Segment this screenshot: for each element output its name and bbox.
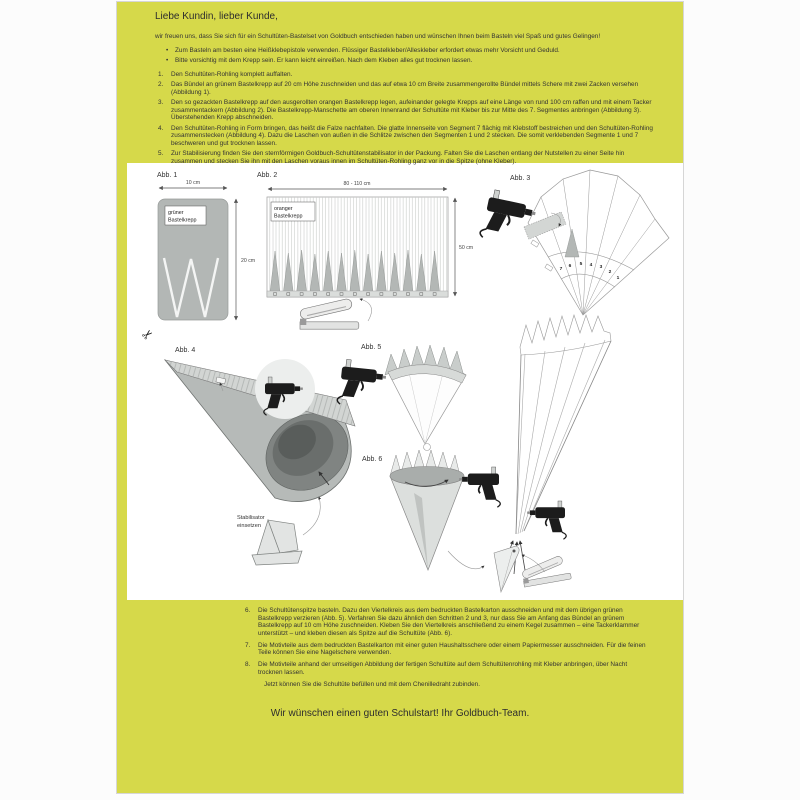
stapler-icon [520, 554, 572, 587]
large-cone-group [503, 315, 611, 574]
abb3-label: Abb. 3 [510, 175, 531, 182]
fill-note: Jetzt können Sie die Schultüte befüllen und mit dem Chenilledraht zubinden. [264, 680, 480, 688]
diagram-abb5 [337, 344, 466, 451]
step-text: Die Motivteile aus dem bedruckten Bastelkarton mit einer guten Haushaltsschere oder einem Papiermesser ausschneiden. Für die feinen Teile können Sie eine Nagelschere verwenden. [258, 641, 646, 657]
scissors-icon: ✂ [138, 325, 157, 344]
step-item [158, 125, 657, 148]
tab-lasche [531, 240, 539, 247]
tab-lasche [545, 264, 553, 271]
bottom-instructions [117, 600, 683, 689]
top-instructions [117, 2, 683, 169]
svg-text:Bastelkrepp: Bastelkrepp [274, 213, 303, 220]
step-item [245, 642, 653, 657]
tip-text: Zum Basteln am besten eine Heißklebepistole verwenden. Flüssiger Bastelkleber/Alleskleber erfordert etwas mehr Vorsicht und Geduld. [175, 46, 560, 54]
step-text: Die Motivteile anhand der umseitigen Abbildung der fertigen Schultüte auf dem Schultütenrohling mit Kleber anbringen, über Nacht trocknen lassen. [258, 661, 628, 676]
step-text: Die Schultütenspitze basteln. Dazu den Viertelkreis aus dem bedruckten Bastelkarton ausschneiden und mit dem übrigen grünen Bastelkrepp verzieren (Abb. 5). Verfahren Sie dazu ähnlich den Schritten 2 und 3, nur dass Sie am Anfang das Bündel an grünem Bastelkrepp auf 10 cm Höhe zuschneiden. Kleben Sie den Viertelkreis anschließend zu einem Kegel zusammen – eine Tackerklammer unterstützt – und kleben diesen als Spitze auf die Schultüte (Abb. 6). [258, 607, 640, 637]
diagram-abb4 [165, 347, 363, 506]
abb4-label: Abb. 4 [175, 347, 196, 354]
step-text: Den Schultüten-Rohling in Form bringen, das heißt die Falze nachfalten. Die glatte Innenseite von Segment 7 flächig mit Klebstoff bestreichen und den Schultüten-Rohling zusammenstecken (Abbildung 4). Dazu die Laschen von außen in die Schlitze zwischen den Segmenten 1 und 2 stecken. Die somit verklebenden Segmente 1 und 7 beschweren und gut trocknen lassen. [171, 124, 653, 147]
segment-number: 4 [589, 263, 593, 268]
glue-gun-icon [459, 467, 500, 507]
segment-number: 2 [608, 270, 612, 275]
closing-message: Wir wünschen einen guten Schulstart! Ihr Goldbuch-Team. [270, 708, 530, 719]
instruction-sheet [117, 2, 683, 793]
arrow-to-small-cone [448, 551, 484, 569]
step-number: 2. [158, 81, 164, 89]
segment-number: 3 [599, 265, 603, 270]
step-item [158, 71, 657, 79]
diagram-abb1 [139, 172, 256, 344]
step-text: Den Schultüten-Rohling komplett auffalten. [171, 70, 293, 78]
abb1-material-label: grüner [168, 210, 184, 216]
step-text: Das Bündel an grünem Bastelkrepp auf 20 cm Höhe zuschneiden und das auf etwa 10 cm Breite zusammengerollte Bündel mittels Schere mit zwei Zacken versehen (Abbildung 1). [171, 81, 639, 96]
tip-cone-group [494, 546, 571, 592]
svg-text:einsetzen: einsetzen [237, 523, 261, 529]
small-cone [494, 546, 519, 592]
stapler-icon [299, 298, 359, 329]
step-item [245, 661, 653, 676]
step-text: Zur Stabilisierung finden Sie den sternförmigen Goldbuch-Schultütenstabilisator in der Packung. Falten Sie die Laschen entlang der Nutstellen zu einer Seite hin zusammen und stecken Sie ihn mit den Laschen voraus innen im Schultüten-Rohling ganz vor in die Spitze (ohne Kleber). [171, 150, 625, 166]
cone-fan-outline [528, 170, 669, 315]
step-number: 7. [245, 641, 251, 649]
stabilizer-note: Stabilisator [237, 515, 265, 521]
arrow-stabilizer-to-cone [303, 497, 320, 535]
step-number: 6. [245, 607, 251, 614]
step-item [245, 607, 653, 637]
bullet-icon: • [166, 56, 169, 64]
step-item [158, 99, 657, 122]
segment-number: 6 [568, 264, 572, 269]
diagram-abb2 [257, 172, 473, 329]
diagram-abb3 [479, 170, 669, 315]
greeting: Liebe Kundin, lieber Kunde, [155, 11, 278, 22]
step-number: 4. [158, 124, 164, 132]
abb6-label: Abb. 6 [362, 456, 383, 463]
abb1-label: Abb. 1 [157, 172, 178, 179]
segment-number: 1 [616, 276, 620, 281]
step-list-top [158, 71, 657, 166]
step-number: 1. [158, 70, 164, 78]
diagram-abb6 [362, 450, 500, 570]
step-number: 3. [158, 99, 164, 107]
abb5-label: Abb. 5 [361, 344, 382, 351]
segment-number: 7 [559, 267, 563, 272]
step-number: 8. [245, 661, 251, 669]
abb2-material-label: oranger [274, 206, 293, 212]
step-item [158, 81, 657, 96]
abb1-height-dim: 20 cm [241, 258, 256, 264]
abb2-width-dim: 80 - 110 cm [343, 181, 371, 187]
tip-bullet [166, 57, 657, 65]
abb1-width-dim: 10 cm [185, 180, 201, 186]
step-text: Den so gezackten Bastelkrepp auf den ausgerollten orangen Bastelkrepp legen, aufeinander gelegte Krepps auf eine Länge von rund 100 cm raffen und mit einem Tacker zusammentackern (Abbildung 2). Die Bastelkrepp-Manschette am oberen Innenrand der Schultüte mit Kleber bis zur Mitte des 7. Segmentes anbringen (Abbildung 3). Überstehenden Krepp abschneiden. [171, 99, 652, 122]
intro-paragraph: wir freuen uns, dass Sie sich für ein Schultüten-Bastelset von Goldbuch entschieden haben und wünschen Ihnen beim Basteln viel Spaß und gutes Gelingen! [155, 33, 601, 40]
arrow-stapler-to-edge [360, 299, 372, 321]
segment-number: 5 [579, 262, 583, 267]
tip-text: Bitte vorsichtig mit dem Krepp sein. Er kann leicht einreißen. Nach dem Kleben alles gut trocknen lassen. [175, 56, 473, 64]
tip-bullets [166, 47, 657, 65]
diagram-canvas [117, 163, 683, 600]
svg-text:Bastelkrepp: Bastelkrepp [168, 217, 197, 224]
step-number: 5. [158, 150, 164, 158]
crepe-spike-band [520, 315, 611, 355]
bullet-icon: • [166, 46, 169, 54]
abb2-label: Abb. 2 [257, 172, 278, 179]
abb2-height-dim: 50 cm [459, 245, 474, 251]
glue-gun-icon [527, 501, 566, 539]
tip-bullet [166, 47, 657, 55]
stabilizer-group [237, 497, 320, 565]
